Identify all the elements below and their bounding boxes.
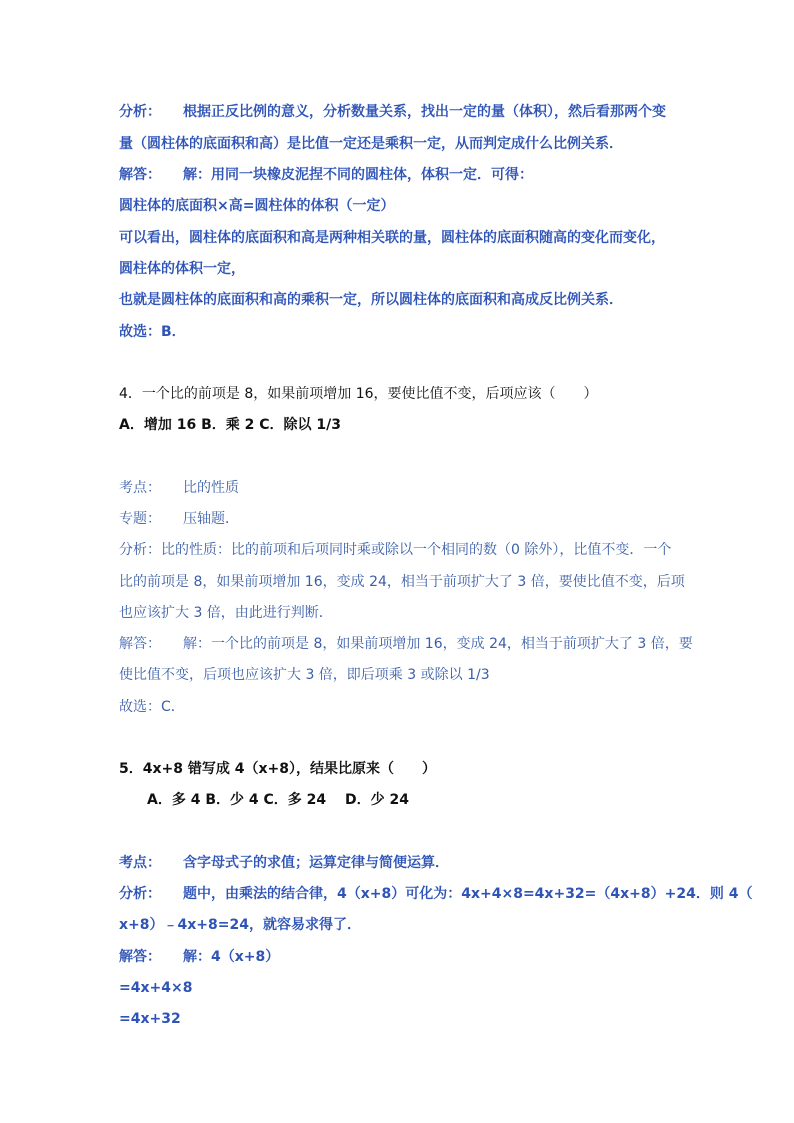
answer-line-3: 可以看出，圆柱体的底面积和高是两种相关联的量，圆柱体的底面积随高的变化而变化， (119, 230, 665, 246)
answer-line-2: 圆柱体的底面积×高=圆柱体的体积（一定） (119, 198, 395, 214)
analysis-line-2: 量（圆柱体的底面积和高）是比值一定还是乘积一定，从而判定成什么比例关系． (119, 136, 623, 152)
question-5-options: A．多 4 B．少 4 C．多 24 D．少 24 (147, 792, 409, 808)
q4-zhuanti: 专题： 压轴题． (119, 511, 239, 527)
answer-line-1: 解答： 解：用同一块橡皮泥捏不同的圆柱体，体积一定．可得： (119, 167, 533, 183)
analysis-label: 分析： (119, 886, 161, 902)
q4-answer-line-1: 解答： 解：一个比的前项是 8，如果前项增加 16，变成 24，相当于前项扩大了 3 倍，要 (119, 636, 693, 652)
q4-analysis-line-2: 比的前项是 8，如果前项增加 16，变成 24，相当于前项扩大了 3 倍，要使比值不变，后项 (119, 574, 685, 590)
q4-choice: 故选：C． (119, 699, 185, 715)
answer-label: 解答： (119, 949, 161, 965)
analysis-line-1: 分析： 根据正反比例的意义，分析数量关系，找出一定的量（体积），然后看那两个变 (119, 104, 666, 120)
question-4: 4．一个比的前项是 8，如果前项增加 16，要使比值不变，后项应该（ ） (119, 386, 598, 402)
q5-analysis-line-1: 分析： 题中，由乘法的结合律，4（x+8）可化为：4x+4×8=4x+32=（4x+8）+24．则 4（ (119, 886, 753, 902)
question-4-options: A．增加 16 B．乘 2 C．除以 1/3 (119, 417, 341, 433)
answer-line-5: 也就是圆柱体的底面积和高的乘积一定，所以圆柱体的底面积和高成反比例关系． (119, 292, 623, 308)
q5-kaodian: 考点： 含字母式子的求值；运算定律与简便运算． (119, 855, 449, 871)
answer-label: 解答： (119, 167, 161, 183)
zhuanti-label: 专题： (119, 511, 161, 527)
answer-line-4: 圆柱体的体积一定， (119, 261, 245, 277)
q5-analysis-line-2: x+8）﹣4x+8=24，就容易求得了． (119, 917, 361, 933)
analysis-label: 分析： (119, 104, 161, 120)
q4-answer-line-2: 使比值不变，后项也应该扩大 3 倍，即后项乘 3 或除以 1/3 (119, 667, 490, 683)
question-5: 5．4x+8 错写成 4（x+8），结果比原来（ ） (119, 761, 436, 777)
q5-answer-line-3: =4x+32 (119, 1011, 181, 1027)
kaodian-label: 考点： (119, 480, 161, 496)
q4-analysis-line-3: 也应该扩大 3 倍，由此进行判断． (119, 605, 333, 621)
q4-kaodian: 考点： 比的性质 (119, 480, 239, 496)
q5-answer-line-2: =4x+4×8 (119, 980, 193, 996)
q5-answer-line-1: 解答： 解：4（x+8） (119, 949, 280, 965)
answer-choice: 故选：B． (119, 324, 186, 340)
kaodian-label: 考点： (119, 855, 161, 871)
q4-analysis-line-1: 分析：比的性质：比的前项和后项同时乘或除以一个相同的数（0 除外），比值不变．一个 (119, 542, 672, 558)
answer-label: 解答： (119, 636, 161, 652)
